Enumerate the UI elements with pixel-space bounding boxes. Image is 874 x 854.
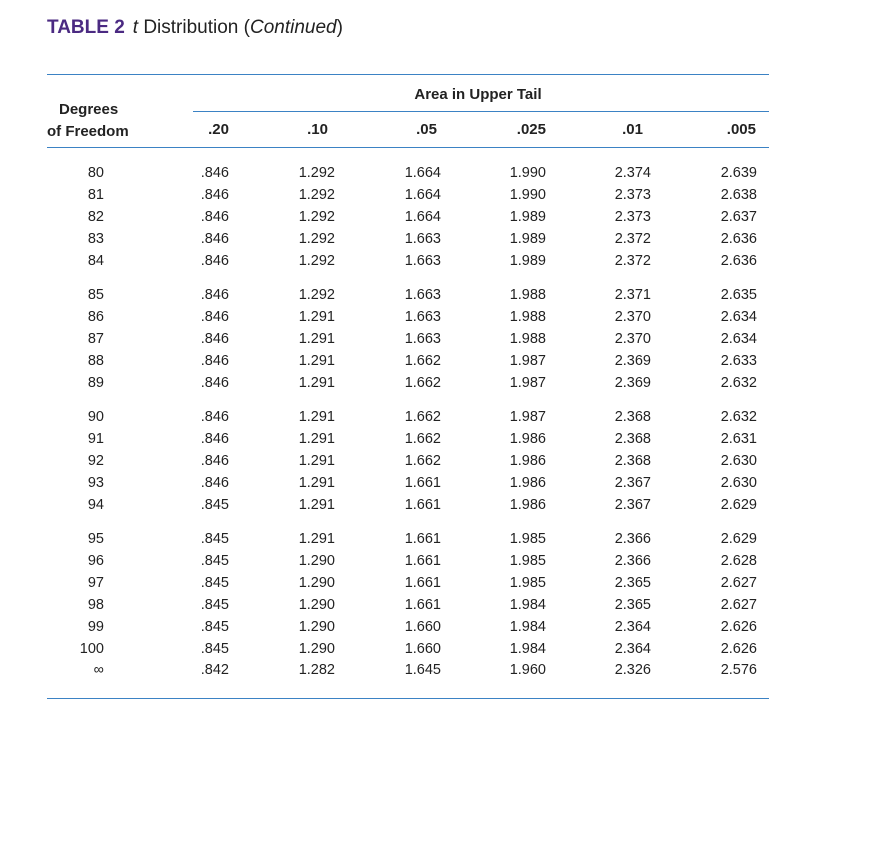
value-cell: 1.292	[298, 252, 335, 269]
value-cell: .846	[200, 452, 229, 469]
df-cell: 85	[87, 287, 104, 303]
value-cell: 1.291	[298, 308, 335, 325]
value-cell: 1.663	[404, 252, 441, 269]
value-cell: 1.292	[298, 208, 335, 225]
value-cell: 2.367	[614, 474, 651, 491]
value-cell: .846	[200, 474, 229, 491]
df-cell: ∞	[93, 662, 104, 679]
value-cell: 1.291	[298, 474, 335, 491]
df-cell: 93	[87, 474, 104, 491]
value-cell: .846	[200, 252, 229, 269]
column-header: .005	[726, 121, 756, 138]
table-row	[0, 187, 874, 207]
value-cell: 1.290	[298, 640, 335, 657]
value-cell: 1.291	[298, 374, 335, 391]
df-cell: 87	[87, 330, 104, 347]
value-cell: 1.989	[509, 208, 546, 225]
value-cell: 1.291	[298, 531, 335, 547]
value-cell: 1.986	[509, 452, 546, 469]
value-cell: 1.984	[509, 640, 546, 657]
value-cell: .846	[200, 409, 229, 425]
value-cell: 2.372	[614, 252, 651, 269]
table-row	[0, 287, 874, 307]
value-cell: 1.661	[404, 596, 441, 613]
df-cell: 100	[79, 640, 104, 657]
value-cell: 1.985	[509, 552, 546, 569]
value-cell: .846	[200, 352, 229, 369]
value-cell: 2.636	[720, 252, 757, 269]
table-top-rule	[47, 74, 769, 75]
value-cell: 1.986	[509, 474, 546, 491]
column-header: .01	[622, 121, 643, 138]
value-cell: 1.663	[404, 308, 441, 325]
value-cell: 2.639	[720, 165, 757, 181]
table-row	[0, 475, 874, 495]
value-cell: 1.292	[298, 287, 335, 303]
title-continued: Continued	[249, 17, 337, 38]
column-header: .05	[416, 121, 437, 138]
header-bottom-rule	[47, 147, 769, 148]
value-cell: 1.664	[404, 165, 441, 181]
value-cell: 1.291	[298, 430, 335, 447]
value-cell: .845	[200, 552, 229, 569]
df-cell: 90	[87, 409, 104, 425]
value-cell: 2.626	[720, 618, 757, 635]
value-cell: 1.662	[404, 352, 441, 369]
df-cell: 95	[87, 531, 104, 547]
value-cell: 2.627	[720, 574, 757, 591]
value-cell: 1.290	[298, 596, 335, 613]
value-cell: .846	[200, 186, 229, 203]
value-cell: 2.626	[720, 640, 757, 657]
value-cell: .846	[200, 230, 229, 247]
value-cell: 2.633	[720, 352, 757, 369]
table-title	[47, 17, 343, 39]
value-cell: 1.291	[298, 409, 335, 425]
value-cell: .842	[200, 662, 229, 679]
table-row	[0, 309, 874, 329]
value-cell: .845	[200, 531, 229, 547]
df-cell: 97	[87, 574, 104, 591]
value-cell: .846	[200, 165, 229, 181]
value-cell: 1.645	[404, 662, 441, 679]
value-cell: 2.368	[614, 452, 651, 469]
value-cell: 1.290	[298, 618, 335, 635]
value-cell: 2.634	[720, 308, 757, 325]
df-cell: 92	[87, 452, 104, 469]
value-cell: .846	[200, 374, 229, 391]
value-cell: 1.661	[404, 496, 441, 513]
table-row	[0, 619, 874, 639]
value-cell: 1.664	[404, 208, 441, 225]
title-name: Distribution	[138, 17, 244, 38]
value-cell: 1.663	[404, 330, 441, 347]
value-cell: 1.664	[404, 186, 441, 203]
value-cell: 2.629	[720, 496, 757, 513]
value-cell: 2.364	[614, 618, 651, 635]
df-cell: 89	[87, 374, 104, 391]
value-cell: 1.987	[509, 374, 546, 391]
value-cell: 1.661	[404, 531, 441, 547]
value-cell: 2.635	[720, 287, 757, 303]
df-cell: 83	[87, 230, 104, 247]
value-cell: 1.663	[404, 230, 441, 247]
value-cell: .846	[200, 287, 229, 303]
table-bottom-rule	[47, 698, 769, 699]
value-cell: 2.365	[614, 596, 651, 613]
value-cell: 1.660	[404, 618, 441, 635]
value-cell: 1.291	[298, 352, 335, 369]
value-cell: 2.638	[720, 186, 757, 203]
value-cell: 2.634	[720, 330, 757, 347]
value-cell: 1.988	[509, 287, 546, 303]
table-row	[0, 662, 874, 682]
table-row	[0, 597, 874, 617]
value-cell: 2.637	[720, 208, 757, 225]
table-row	[0, 453, 874, 473]
value-cell: 2.365	[614, 574, 651, 591]
value-cell: 2.369	[614, 374, 651, 391]
value-cell: 1.661	[404, 474, 441, 491]
value-cell: 1.282	[298, 662, 335, 679]
value-cell: 1.663	[404, 287, 441, 303]
df-cell: 94	[87, 496, 104, 513]
value-cell: 2.630	[720, 452, 757, 469]
area-in-upper-tail-header: Area in Upper Tail	[414, 86, 542, 103]
value-cell: 1.662	[404, 430, 441, 447]
df-header-line2: of Freedom	[47, 123, 129, 140]
value-cell: 2.630	[720, 474, 757, 491]
value-cell: 1.290	[298, 574, 335, 591]
value-cell: .846	[200, 208, 229, 225]
df-cell: 82	[87, 208, 104, 225]
column-header: .20	[208, 121, 229, 138]
value-cell: 2.326	[614, 662, 651, 679]
table-row	[0, 531, 874, 551]
value-cell: 2.373	[614, 186, 651, 203]
value-cell: .845	[200, 574, 229, 591]
df-cell: 98	[87, 596, 104, 613]
value-cell: 1.292	[298, 165, 335, 181]
value-cell: 2.627	[720, 596, 757, 613]
table-row	[0, 641, 874, 661]
value-cell: 1.291	[298, 496, 335, 513]
value-cell: 1.987	[509, 352, 546, 369]
value-cell: 2.368	[614, 409, 651, 425]
value-cell: 1.989	[509, 230, 546, 247]
value-cell: 1.990	[509, 186, 546, 203]
df-cell: 99	[87, 618, 104, 635]
value-cell: 1.662	[404, 409, 441, 425]
value-cell: .845	[200, 618, 229, 635]
table-row	[0, 431, 874, 451]
value-cell: .846	[200, 308, 229, 325]
df-cell: 88	[87, 352, 104, 369]
table-row	[0, 331, 874, 351]
df-cell: 86	[87, 308, 104, 325]
value-cell: 2.636	[720, 230, 757, 247]
value-cell: 2.366	[614, 552, 651, 569]
title-variable: t	[132, 17, 139, 38]
value-cell: 2.371	[614, 287, 651, 303]
value-cell: 1.988	[509, 308, 546, 325]
value-cell: 2.373	[614, 208, 651, 225]
value-cell: 1.291	[298, 452, 335, 469]
value-cell: 2.374	[614, 165, 651, 181]
value-cell: 1.989	[509, 252, 546, 269]
df-cell: 96	[87, 552, 104, 569]
value-cell: .846	[200, 430, 229, 447]
value-cell: 2.631	[720, 430, 757, 447]
value-cell: 1.662	[404, 452, 441, 469]
df-header-line1: Degrees	[59, 101, 119, 118]
value-cell: 2.368	[614, 430, 651, 447]
value-cell: 2.632	[720, 409, 757, 425]
value-cell: .845	[200, 640, 229, 657]
value-cell: 1.292	[298, 230, 335, 247]
value-cell: 1.986	[509, 430, 546, 447]
df-cell: 91	[87, 430, 104, 447]
value-cell: .845	[200, 596, 229, 613]
value-cell: 1.660	[404, 640, 441, 657]
value-cell: 2.632	[720, 374, 757, 391]
table-row	[0, 575, 874, 595]
value-cell: 1.662	[404, 374, 441, 391]
value-cell: 1.291	[298, 330, 335, 347]
value-cell: 2.364	[614, 640, 651, 657]
table-row	[0, 497, 874, 517]
df-cell: 84	[87, 252, 104, 269]
value-cell: 2.367	[614, 496, 651, 513]
table-row	[0, 409, 874, 429]
value-cell: 2.366	[614, 531, 651, 547]
value-cell: 1.984	[509, 618, 546, 635]
value-cell: 1.986	[509, 496, 546, 513]
value-cell: 1.661	[404, 552, 441, 569]
area-header-rule	[193, 111, 769, 112]
value-cell: 2.370	[614, 308, 651, 325]
value-cell: 2.629	[720, 531, 757, 547]
title-paren-open: (	[243, 17, 250, 38]
table-row	[0, 231, 874, 251]
table-row	[0, 209, 874, 229]
value-cell: 1.985	[509, 574, 546, 591]
table-row	[0, 375, 874, 395]
df-cell: 81	[87, 186, 104, 203]
value-cell: 2.628	[720, 552, 757, 569]
table-number-label: TABLE 2	[47, 17, 125, 38]
value-cell: 1.987	[509, 409, 546, 425]
table-row	[0, 165, 874, 185]
column-header: .10	[307, 121, 328, 138]
table-row	[0, 353, 874, 373]
table-row	[0, 553, 874, 573]
value-cell: 1.960	[509, 662, 546, 679]
value-cell: 2.369	[614, 352, 651, 369]
value-cell: 1.661	[404, 574, 441, 591]
value-cell: 1.990	[509, 165, 546, 181]
value-cell: 1.985	[509, 531, 546, 547]
value-cell: 2.576	[720, 662, 757, 679]
title-paren-close: )	[336, 17, 343, 38]
df-cell: 80	[87, 165, 104, 181]
table-row	[0, 253, 874, 273]
degrees-of-freedom-header	[47, 99, 129, 143]
value-cell: 1.988	[509, 330, 546, 347]
value-cell: 2.370	[614, 330, 651, 347]
column-header: .025	[516, 121, 546, 138]
value-cell: .845	[200, 496, 229, 513]
value-cell: .846	[200, 330, 229, 347]
value-cell: 1.290	[298, 552, 335, 569]
value-cell: 1.292	[298, 186, 335, 203]
value-cell: 2.372	[614, 230, 651, 247]
value-cell: 1.984	[509, 596, 546, 613]
